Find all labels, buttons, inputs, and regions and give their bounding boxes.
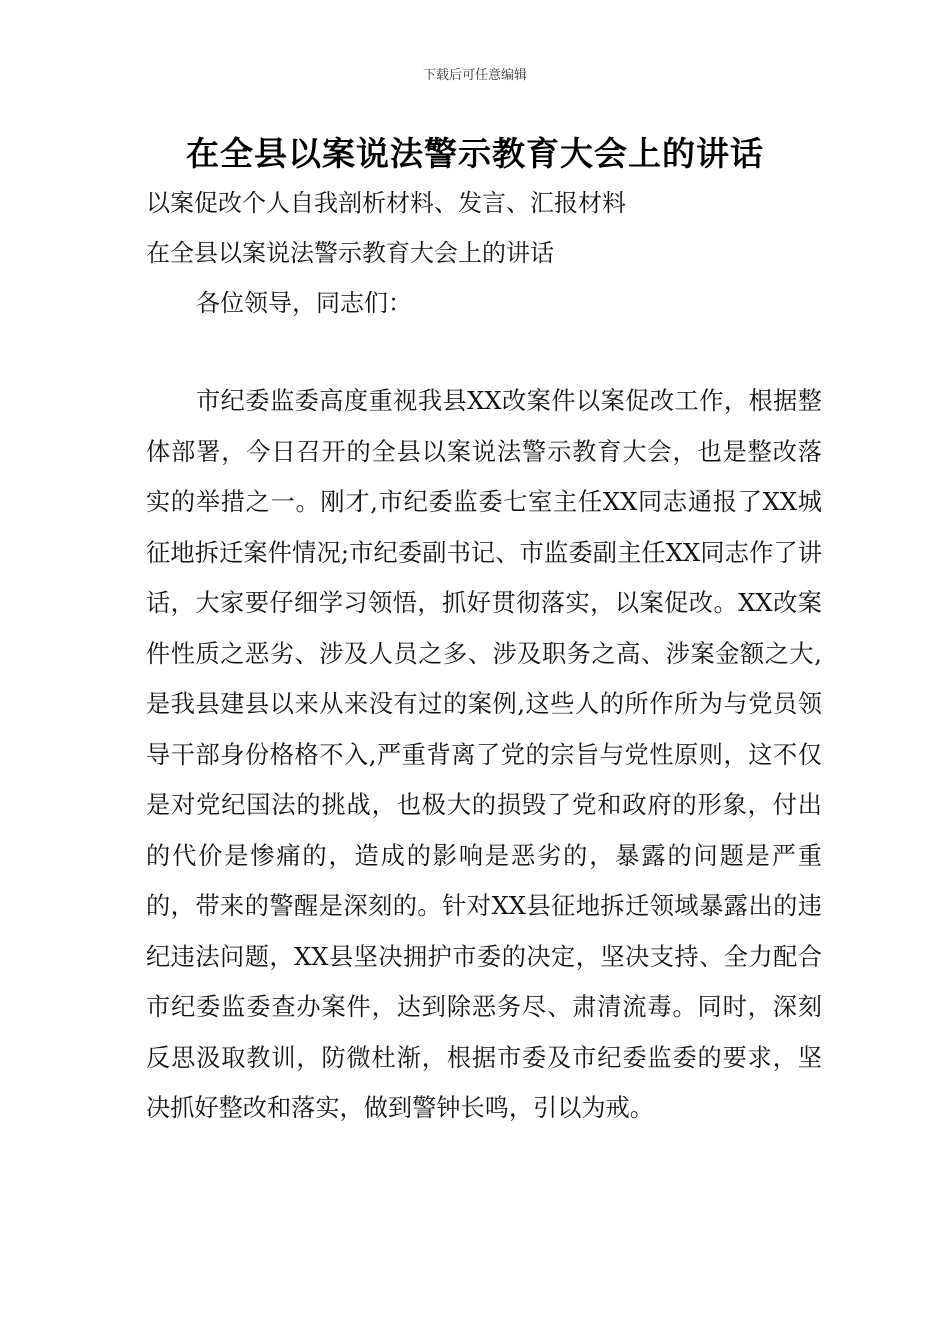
subtitle-materials: 以案促改个人自我剖析材料、发言、汇报材料 (146, 189, 626, 217)
subtitle-speech: 在全县以案说法警示教育大会上的讲话 (146, 239, 554, 267)
document-title: 在全县以案说法警示教育大会上的讲话 (186, 134, 764, 173)
salutation: 各位领导，同志们： (196, 289, 412, 317)
body-paragraph: 市纪委监委高度重视我县XX改案件以案促改工作，根据整体部署，今日召开的全县以案说法警示教育大会，也是整改落实的举措之一。刚才,市纪委监委七室主任XX同志通报了XX城征地拆迁案件情况;市纪委副书记、市监委副主任XX同志作了讲话，大家要仔细学习领悟，抓好贯彻落实，以案促改。XX改案件性质之恶劣、涉及人员之多、涉及职务之高、涉案金额之大,是我县建县以来从来没有过的案例,这些人的所作所为与党员领导干部身份格格不入,严重背离了党的宗旨与党性原则，这不仅是对党纪国法的挑战，也极大的损毁了党和政府的形象，付出的代价是惨痛的，造成的影响是恶劣的，暴露的问题是严重的，带来的警醒是深刻的。针对XX县征地拆迁领域暴露出的违纪违法问题，XX县坚决拥护市委的决定，坚决支持、全力配合市纪委监委查办案件，达到除恶务尽、肃清流毒。同时，深刻反思汲取教训，防微杜渐，根据市委及市纪委监委的要求，坚决抓好整改和落实，做到警钟长鸣，引以为戒。 (146, 387, 822, 1122)
header-note: 下载后可任意编辑 (422, 68, 527, 83)
